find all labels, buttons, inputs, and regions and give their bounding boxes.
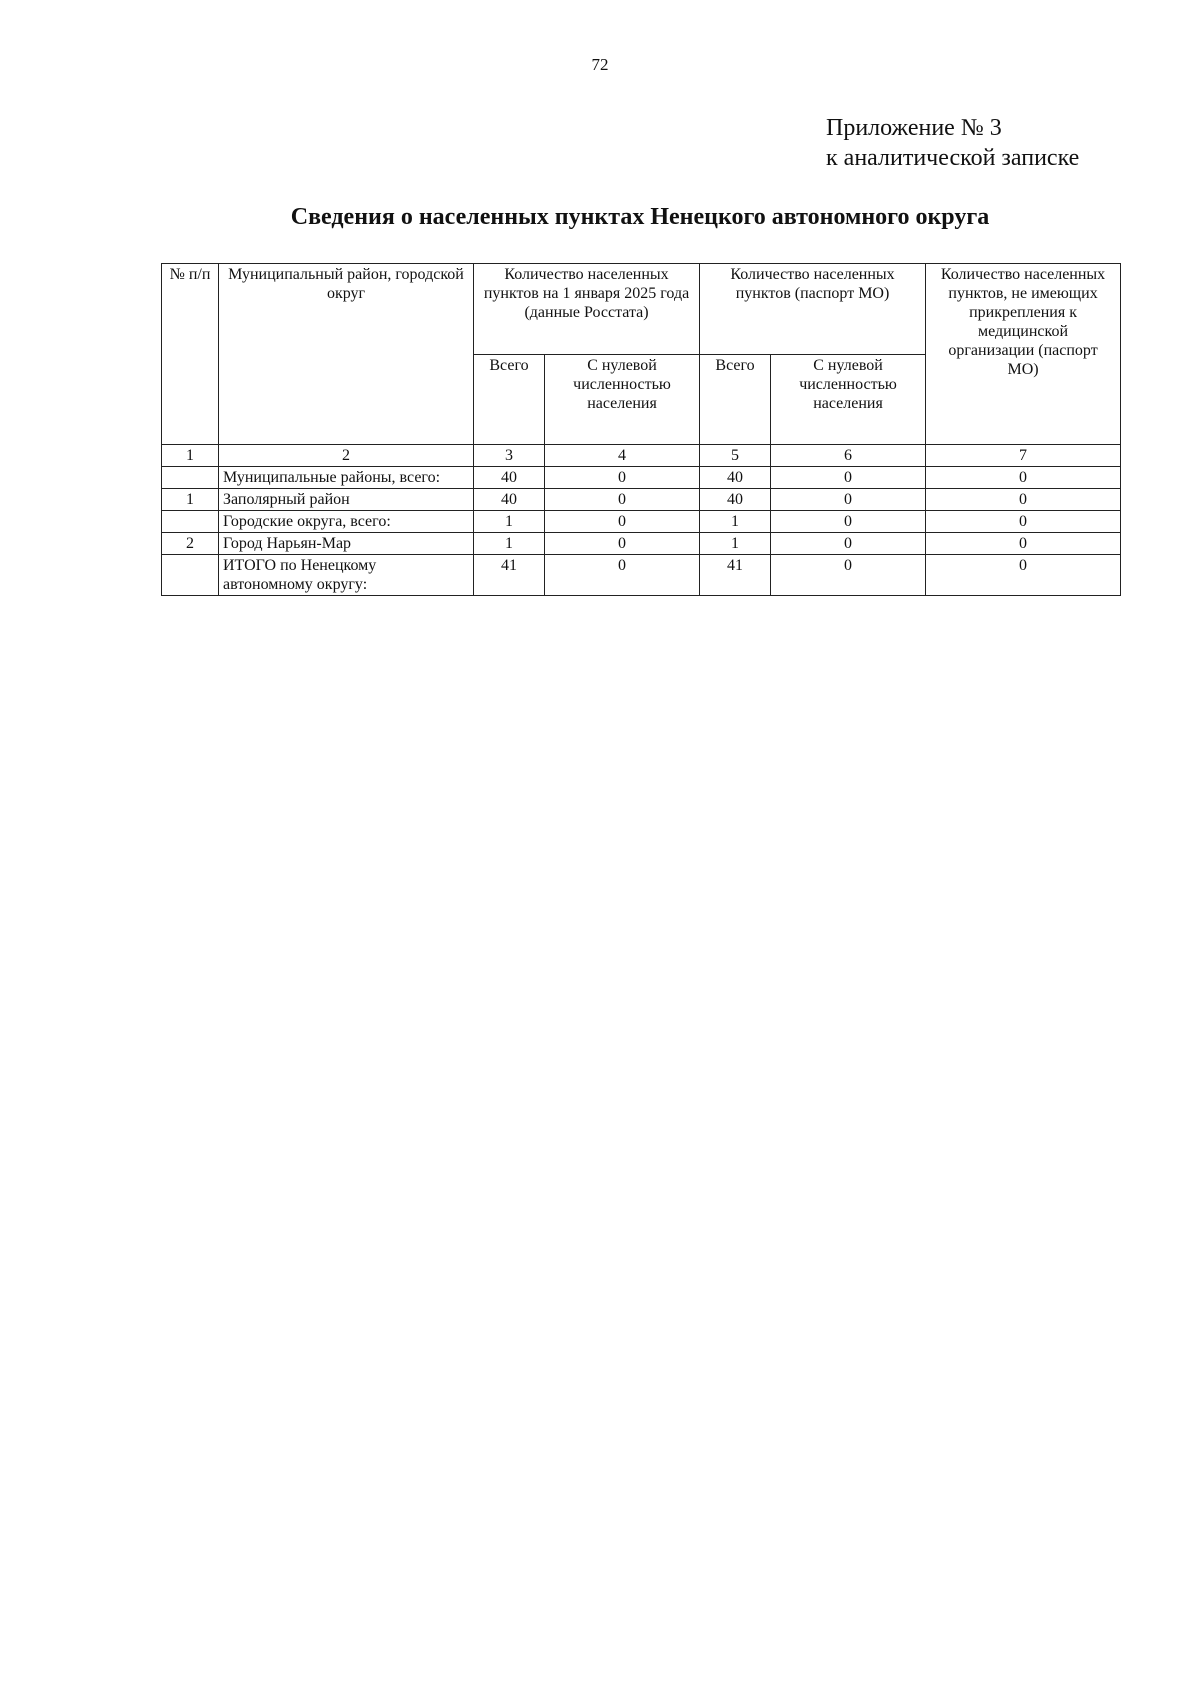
row-num <box>162 511 219 533</box>
table-row <box>162 533 1121 555</box>
header-passport-zero: С нулевой численностью населения <box>771 355 926 445</box>
column-number: 5 <box>700 445 771 467</box>
column-number: 7 <box>926 445 1121 467</box>
row-passport-zero: 0 <box>771 489 926 511</box>
page-number: 72 <box>591 55 609 74</box>
row-name: Муниципальные районы, всего: <box>219 467 474 489</box>
row-rosstat-zero: 0 <box>545 555 700 596</box>
column-number: 1 <box>162 445 219 467</box>
row-num <box>162 555 219 596</box>
header-num: № п/п <box>162 264 219 445</box>
row-passport-zero: 0 <box>771 533 926 555</box>
document-title: Сведения о населенных пунктах Ненецкого автономного округа <box>290 204 990 230</box>
row-passport-total: 40 <box>700 489 771 511</box>
appendix-label <box>826 113 1079 173</box>
row-passport-zero: 0 <box>771 467 926 489</box>
header-district: Муниципальный район, городской округ <box>219 264 474 445</box>
header-row-1 <box>162 264 1121 355</box>
table-row <box>162 467 1121 489</box>
header-passport-total: Всего <box>700 355 771 445</box>
row-rosstat-total: 1 <box>474 511 545 533</box>
table-row <box>162 511 1121 533</box>
header-rosstat: Количество населенных пунктов на 1 января 2025 года (данные Росстата) <box>474 264 700 355</box>
column-number-row <box>162 445 1121 467</box>
row-no-attachment: 0 <box>926 489 1121 511</box>
row-passport-zero: 0 <box>771 555 926 596</box>
header-no-attachment: Количество населенных пунктов, не имеющих прикрепления к медицинской организации (паспорт МО) <box>926 264 1121 445</box>
appendix-line-1: Приложение № 3 <box>826 115 1002 141</box>
row-no-attachment: 0 <box>926 555 1121 596</box>
row-rosstat-total: 41 <box>474 555 545 596</box>
row-passport-zero: 0 <box>771 511 926 533</box>
row-num: 2 <box>162 533 219 555</box>
row-rosstat-total: 1 <box>474 533 545 555</box>
row-rosstat-zero: 0 <box>545 511 700 533</box>
row-rosstat-total: 40 <box>474 467 545 489</box>
row-name: Городские округа, всего: <box>219 511 474 533</box>
column-number: 2 <box>219 445 474 467</box>
row-rosstat-zero: 0 <box>545 489 700 511</box>
row-passport-total: 1 <box>700 511 771 533</box>
header-passport: Количество населенных пунктов (паспорт МО) <box>700 264 926 355</box>
table-row <box>162 489 1121 511</box>
column-number: 3 <box>474 445 545 467</box>
row-rosstat-zero: 0 <box>545 533 700 555</box>
row-passport-total: 40 <box>700 467 771 489</box>
row-no-attachment: 0 <box>926 511 1121 533</box>
header-rosstat-zero: С нулевой численностью населения <box>545 355 700 445</box>
row-passport-total: 1 <box>700 533 771 555</box>
header-rosstat-total: Всего <box>474 355 545 445</box>
settlements-table <box>161 263 1121 596</box>
row-num <box>162 467 219 489</box>
row-num: 1 <box>162 489 219 511</box>
column-number: 4 <box>545 445 700 467</box>
row-rosstat-zero: 0 <box>545 467 700 489</box>
row-name: Город Нарьян-Мар <box>219 533 474 555</box>
row-passport-total: 41 <box>700 555 771 596</box>
appendix-line-2: к аналитической записке <box>826 145 1080 171</box>
row-rosstat-total: 40 <box>474 489 545 511</box>
row-no-attachment: 0 <box>926 533 1121 555</box>
row-name: Заполярный район <box>219 489 474 511</box>
table-row <box>162 555 1121 596</box>
column-number: 6 <box>771 445 926 467</box>
row-name: ИТОГО по Ненецкому автономному округу: <box>219 555 474 596</box>
row-no-attachment: 0 <box>926 467 1121 489</box>
